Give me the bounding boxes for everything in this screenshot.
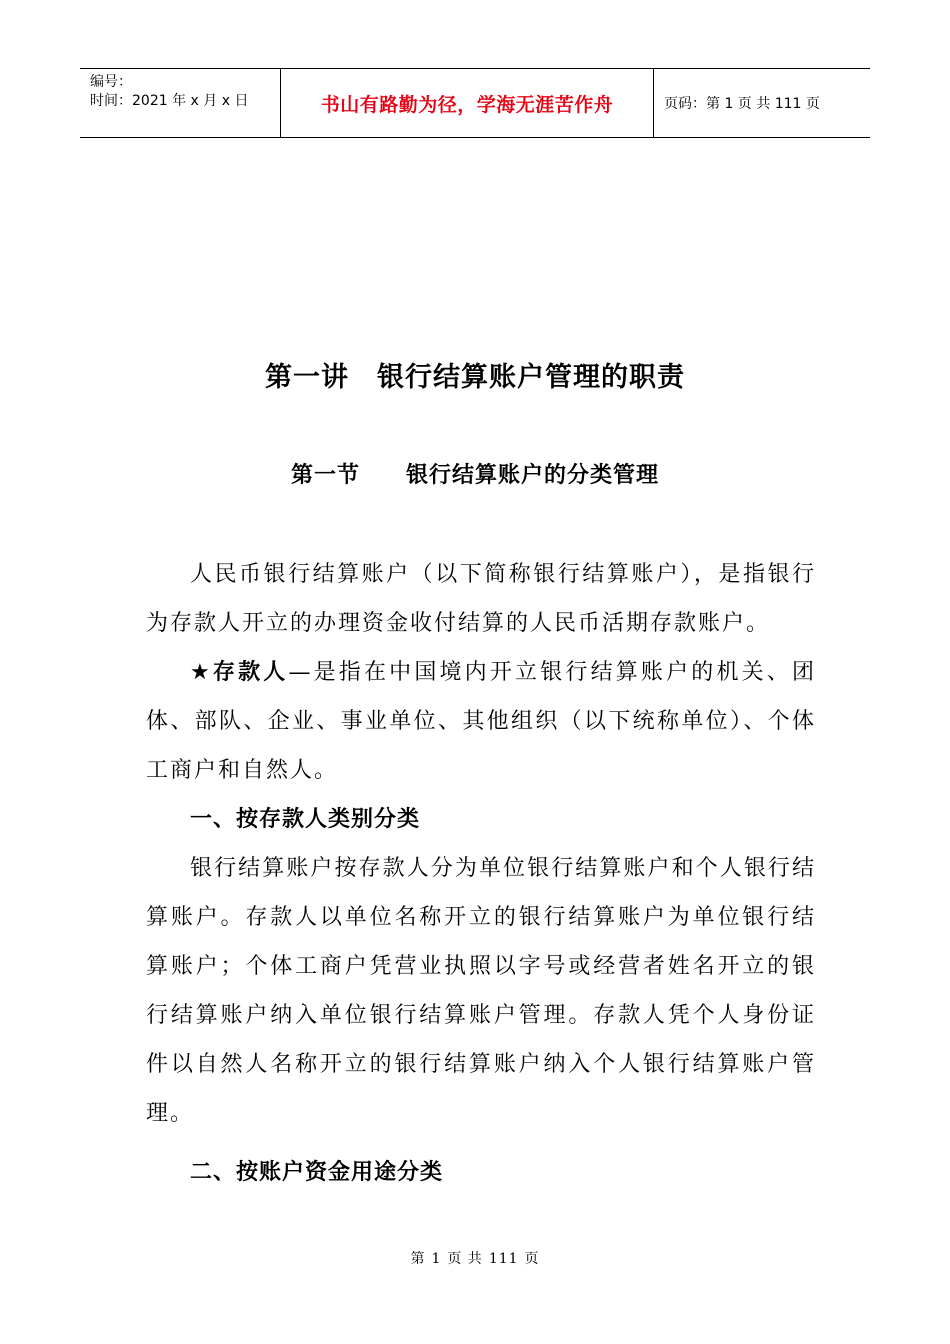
lecture-number: 第一讲 (265, 362, 349, 393)
document-body (146, 550, 816, 1197)
footer-page-number: 1 (431, 1251, 442, 1267)
section-name: 银行结算账户的分类管理 (406, 463, 660, 488)
paragraph-definition: 人民币银行结算账户（以下简称银行结算账户），是指银行为存款人开立的办理资金收付结算的人民币活期存款账户。 (146, 562, 816, 636)
depositor-term: ★存款人 (190, 660, 289, 685)
footer-page-total: 111 (488, 1251, 519, 1267)
heading-by-fund-usage: 二、按账户资金用途分类 (190, 1160, 444, 1185)
doc-code-label: 编号： (90, 74, 132, 90)
lecture-name: 银行结算账户管理的职责 (377, 362, 685, 393)
header-motto-cell (280, 69, 654, 137)
footer-prefix: 第 (410, 1251, 426, 1267)
paragraph-depositor (146, 648, 816, 795)
heading-by-depositor-type: 一、按存款人类别分类 (190, 807, 421, 832)
section-number: 第一节 (290, 463, 360, 488)
footer-mid: 页 共 (447, 1251, 483, 1267)
paragraph-account-types: 银行结算账户按存款人分为单位银行结算账户和个人银行结算账户。存款人以单位名称开立的银行结算账户为单位银行结算账户；个体工商户凭营业执照以字号或经营者姓名开立的银行结算账户纳入单位银行结算账户管理。存款人凭个人身份证件以自然人名称开立的银行结算账户纳入个人银行结算账户管理。 (146, 856, 816, 1126)
section-title (0, 458, 950, 489)
header-page-info: 页码：第 1 页 共 111 页 (664, 96, 820, 112)
header-motto: 书山有路勤为径，学海无涯苦作舟 (320, 93, 614, 116)
depositor-definition: —是指在中国境内开立银行结算账户的机关、团体、部队、企业、事业单位、其他组织（以下统称单位）、个体工商户和自然人。 (146, 660, 816, 783)
doc-time-label: 时间：2021 年 x 月 x 日 (90, 93, 249, 109)
page-header (80, 68, 870, 138)
header-meta (80, 69, 280, 137)
lecture-title (0, 355, 950, 394)
page-footer (0, 1248, 950, 1268)
footer-suffix: 页 (524, 1251, 540, 1267)
